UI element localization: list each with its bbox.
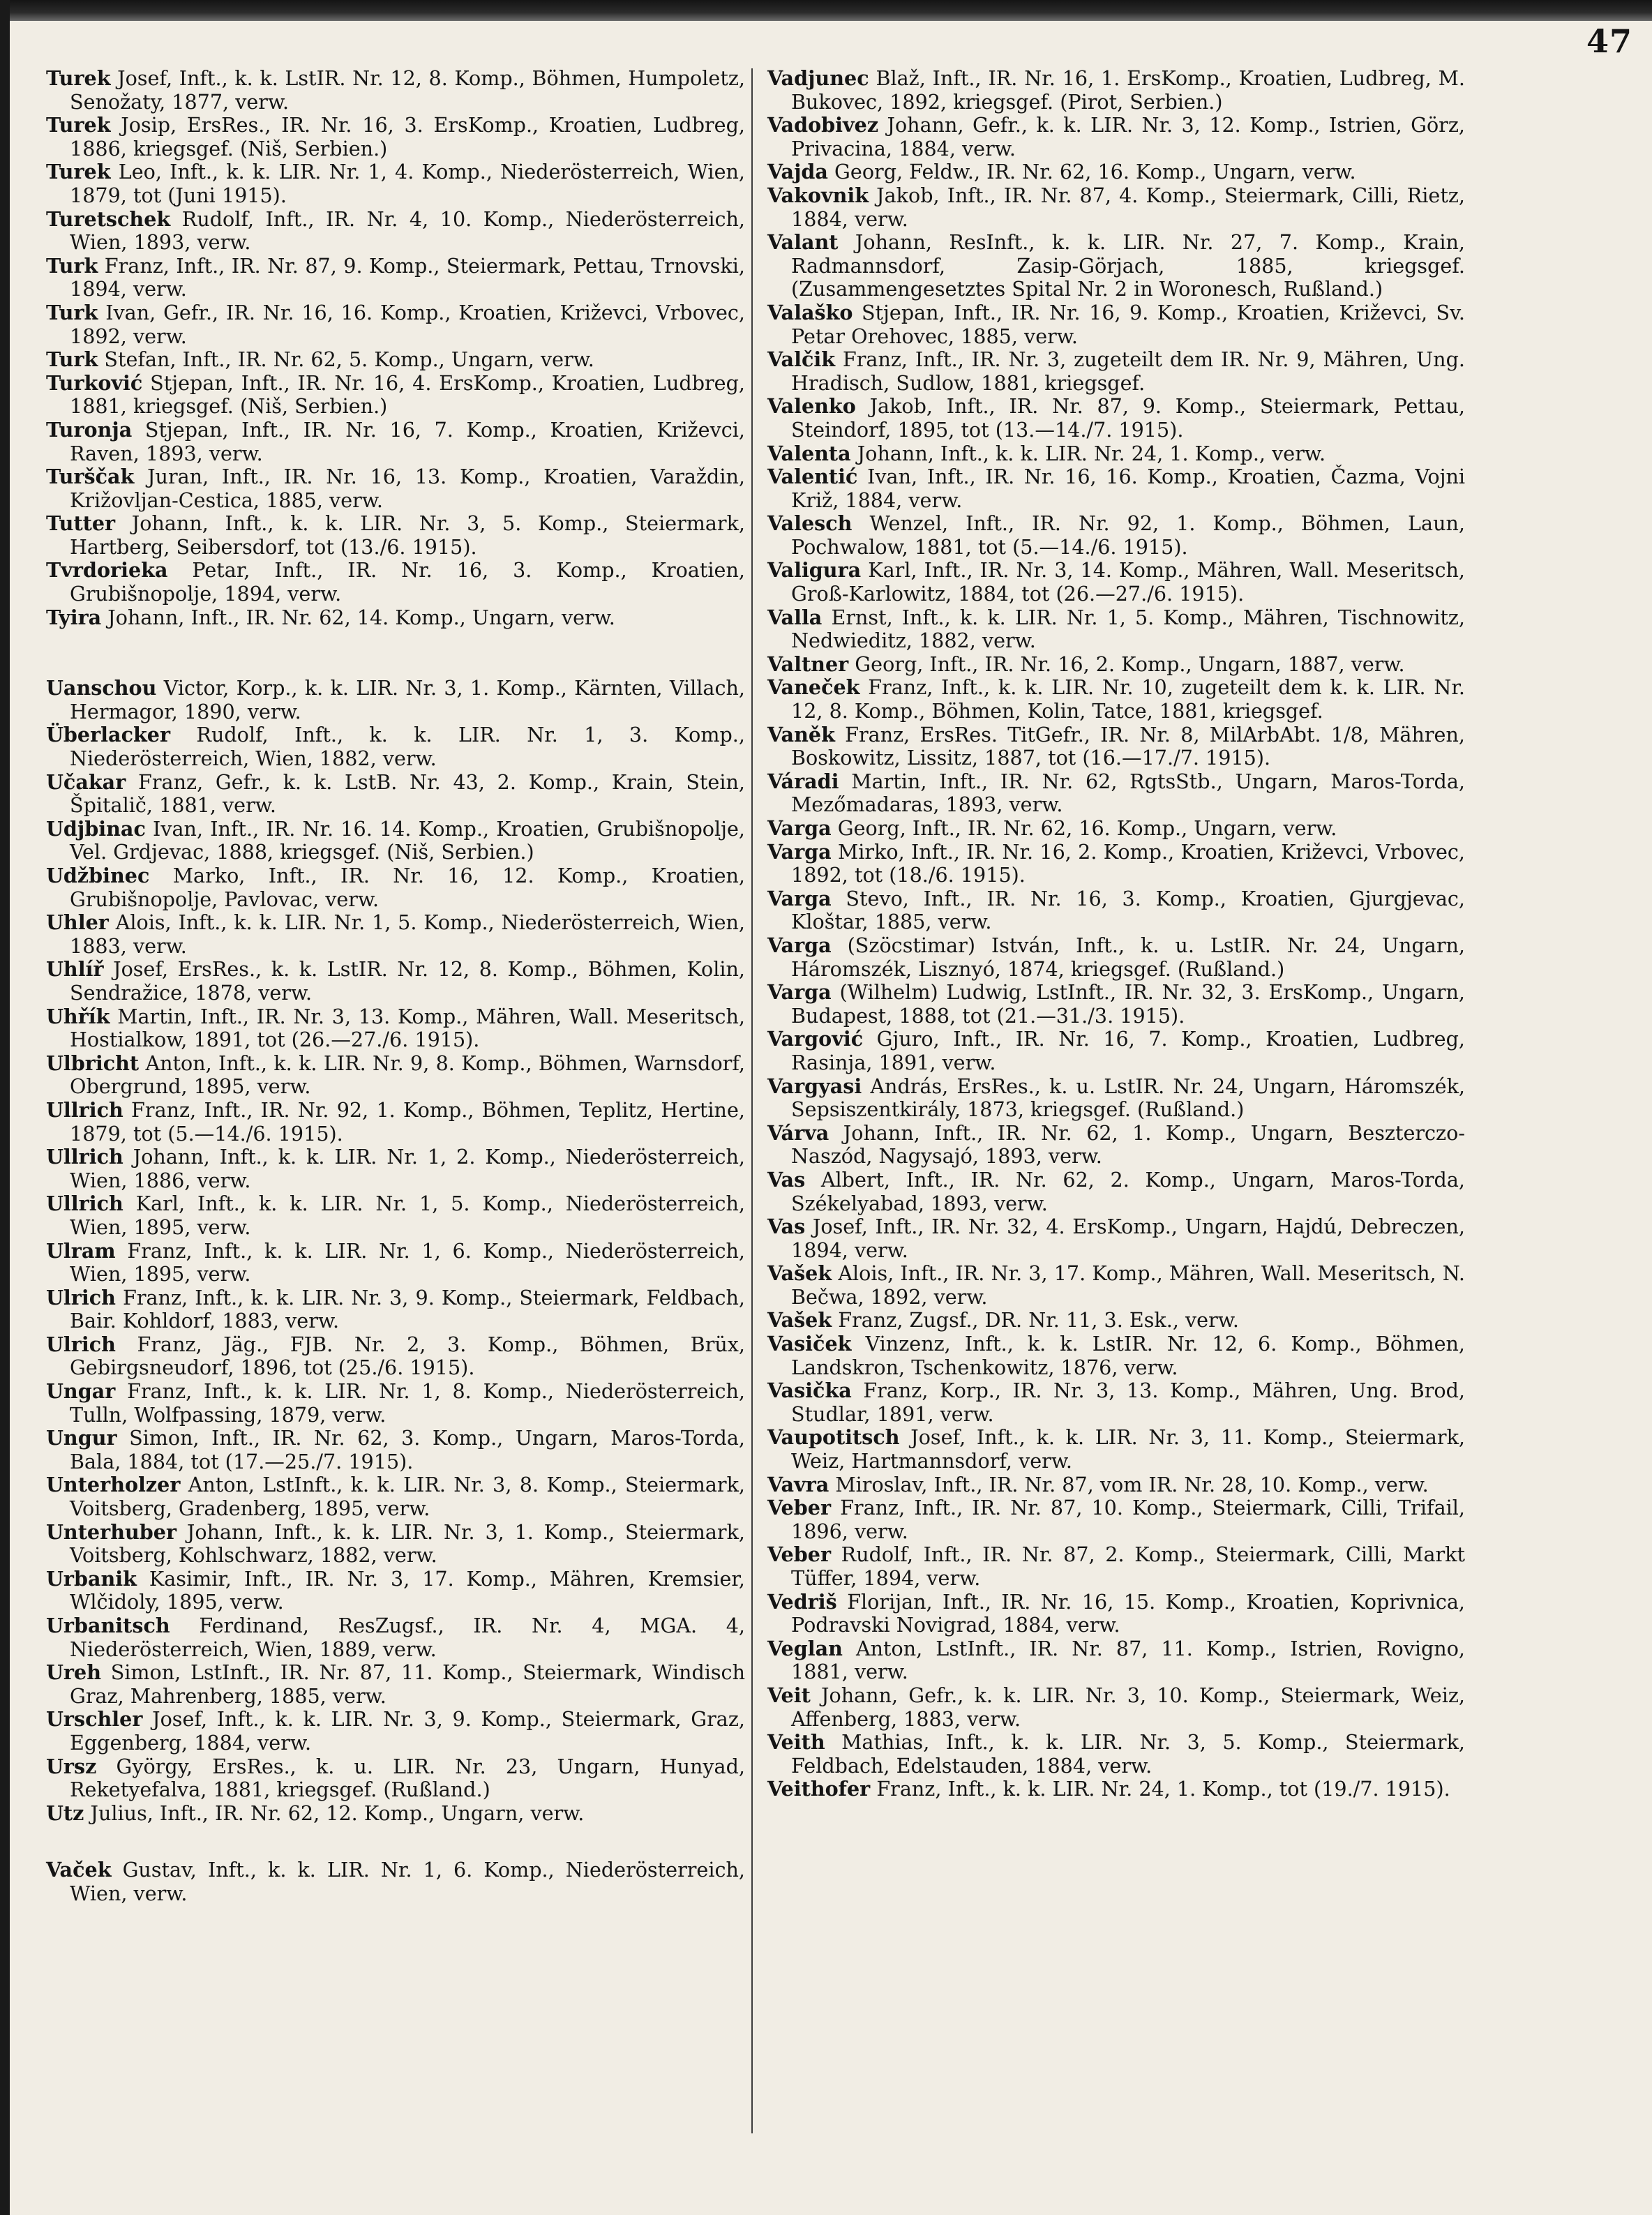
register-entry [46, 1859, 745, 1905]
entry-surname: Vaneček [767, 675, 860, 700]
entry-details: Gjuro, Inft., IR. Nr. 16, 7. Komp., Kroatien, Ludbreg, Rasinja, 1891, verw. [791, 1027, 1465, 1074]
entry-surname: Udžbinec [46, 864, 150, 887]
entry-details: Franz, Inft., k. k. LIR. Nr. 10, zugeteilt dem k. k. LIR. Nr. 12, 8. Komp., Böhmen, Kolin, Tatce, 1881, kriegsgef. [791, 675, 1465, 723]
entry-surname: Ullrich [46, 1192, 123, 1216]
entry-details: Albert, Inft., IR. Nr. 62, 2. Komp., Ungarn, Maros-Torda, Székelyabad, 1893, verw. [791, 1167, 1465, 1215]
entry-details: Simon, LstInft., IR. Nr. 87, 11. Komp., Steiermark, Windisch Graz, Mahrenberg, 1885, verw. [70, 1660, 745, 1708]
register-entry [46, 864, 745, 911]
entry-surname: Turk [46, 300, 98, 324]
entry-details: Georg, Feldw., IR. Nr. 62, 16. Komp., Ungarn, verw. [827, 160, 1356, 184]
entry-details: Victor, Korp., k. k. LIR. Nr. 3, 1. Komp., Kärnten, Villach, Hermagor, 1890, verw. [70, 676, 745, 723]
entry-surname: Vaček [46, 1858, 112, 1882]
entry-details: Ivan, Gefr., IR. Nr. 16, 16. Komp., Kroatien, Križevci, Vrbovec, 1892, verw. [70, 300, 745, 348]
register-entry [767, 1169, 1465, 1215]
register-entry [46, 208, 745, 255]
register-entry [46, 559, 745, 606]
register-entry [46, 348, 745, 372]
entry-surname: Turek [46, 113, 111, 137]
entry-surname: Ursz [46, 1754, 97, 1778]
entry-surname: Vargyasi [767, 1074, 862, 1098]
entry-surname: Turek [46, 66, 111, 90]
register-entry [46, 1380, 745, 1427]
entry-details: Franz, Inft., IR. Nr. 87, 9. Komp., Steiermark, Pettau, Trnovski, 1894, verw. [70, 253, 745, 301]
register-entry [767, 817, 1465, 841]
scan-top-edge [0, 0, 1652, 21]
entry-details: (Wilhelm) Ludwig, LstInft., IR. Nr. 32, 3. ErsKomp., Ungarn, Budapest, 1888, tot (21.—31./3. 1915). [791, 980, 1465, 1028]
entry-surname: Varga [767, 816, 832, 840]
entry-details: Gustav, Inft., k. k. LIR. Nr. 1, 6. Komp., Niederösterreich, Wien, verw. [70, 1858, 745, 1905]
entry-surname: Vasiček [767, 1332, 852, 1356]
entry-details: Franz, Inft., IR. Nr. 87, 10. Komp., Steiermark, Cilli, Trifail, 1896, verw. [791, 1496, 1465, 1543]
entry-details: Marko, Inft., IR. Nr. 16, 12. Komp., Kroatien, Grubišnopolje, Pavlovac, verw. [70, 864, 745, 911]
register-entry [46, 1661, 745, 1708]
register-entry [767, 1262, 1465, 1309]
register-entry [767, 1473, 1465, 1497]
entry-surname: Tutter [46, 511, 116, 536]
entry-details: Franz, Korp., IR. Nr. 3, 13. Komp., Mähren, Ung. Brod, Studlar, 1891, verw. [791, 1379, 1465, 1426]
entry-surname: Vaněk [767, 722, 835, 746]
register-entry [46, 301, 745, 348]
entry-surname: Učakar [46, 769, 126, 794]
entry-surname: Vadobivez [767, 113, 879, 137]
register-entry [46, 372, 745, 419]
entry-surname: Valant [767, 230, 839, 255]
register-entry [46, 911, 745, 958]
left-entries-v [46, 1859, 745, 1905]
register-entry [767, 1309, 1465, 1332]
entry-surname: Urbanik [46, 1566, 137, 1591]
entry-details: Vinzenz, Inft., k. k. LstIR. Nr. 12, 6. Komp., Böhmen, Landskron, Tschenkowitz, 1876, verw. [791, 1332, 1465, 1379]
entry-surname: Tvrdorieka [46, 558, 168, 583]
entry-surname: Vašek [767, 1308, 832, 1332]
entry-details: Josef, Inft., IR. Nr. 32, 4. ErsKomp., Ungarn, Hajdú, Debreczen, 1894, verw. [791, 1215, 1465, 1262]
register-entry [767, 1122, 1465, 1169]
entry-details: Johann, Gefr., k. k. LIR. Nr. 3, 12. Komp., Istrien, Görz, Privacina, 1884, verw. [791, 113, 1465, 160]
entry-details: Johann, ResInft., k. k. LIR. Nr. 27, 7. Komp., Krain, Radmannsdorf, Zasip-Görjach, 1885, kriegsgef. (Zusammengesetztes Spital Nr. 2 in Woronesch, Rußland.) [791, 230, 1465, 301]
entry-surname: Vargović [767, 1027, 864, 1051]
entry-surname: Valla [767, 605, 823, 629]
register-entry [46, 1473, 745, 1520]
register-entry [767, 1731, 1465, 1778]
entry-details: Franz, Inft., IR. Nr. 92, 1. Komp., Böhmen, Teplitz, Hertine, 1879, tot (5.—14./6. 1915). [70, 1097, 745, 1146]
entry-details: Johann, Inft., k. k. LIR. Nr. 1, 2. Komp., Niederösterreich, Wien, 1886, verw. [70, 1145, 745, 1192]
entry-details: Franz, Inft., k. k. LIR. Nr. 1, 6. Komp., Niederösterreich, Wien, 1895, verw. [70, 1238, 745, 1286]
entry-details: Josef, Inft., k. k. LstIR. Nr. 12, 8. Komp., Böhmen, Humpoletz, Senožaty, 1877, verw. [70, 66, 745, 114]
right-entries [767, 67, 1465, 1801]
register-entry [46, 958, 745, 1005]
entry-surname: Vasička [767, 1379, 852, 1403]
entry-details: Johann, Inft., IR. Nr. 62, 1. Komp., Ungarn, Beszterczo-Naszód, Nagysajó, 1893, verw. [791, 1120, 1465, 1169]
entry-surname: Turk [46, 347, 98, 372]
register-entry [767, 1075, 1465, 1122]
entry-surname: Turković [46, 370, 143, 395]
entry-surname: Ullrich [46, 1097, 123, 1122]
entry-details: Johann, Inft., k. k. LIR. Nr. 24, 1. Komp., verw. [850, 441, 1326, 465]
entry-surname: Veber [767, 1496, 832, 1520]
register-entry [767, 676, 1465, 723]
section-gap [46, 1825, 745, 1859]
entry-surname: Vas [767, 1215, 806, 1239]
entry-details: Johann, Inft., IR. Nr. 62, 14. Komp., Ungarn, verw. [101, 605, 615, 629]
register-entry [46, 1521, 745, 1568]
left-entries-t [46, 67, 745, 629]
entry-details: Rudolf, Inft., IR. Nr. 87, 2. Komp., Steiermark, Cilli, Markt Tüffer, 1894, verw. [791, 1542, 1465, 1590]
entry-surname: Utz [46, 1801, 84, 1825]
entry-details: Franz, Jäg., FJB. Nr. 2, 3. Komp., Böhmen, Brüx, Gebirgsneudorf, 1896, tot (25./6. 1915). [70, 1332, 745, 1380]
entry-surname: Várva [767, 1120, 829, 1145]
register-entry [767, 723, 1465, 770]
entry-details: Karl, Inft., k. k. LIR. Nr. 1, 5. Komp., Niederösterreich, Wien, 1895, verw. [70, 1192, 745, 1239]
entry-details: Franz, Inft., IR. Nr. 3, zugeteilt dem IR. Nr. 9, Mähren, Ung. Hradisch, Sudlow, 1881, kriegsgef. [791, 347, 1465, 395]
entry-surname: Veglan [767, 1636, 843, 1660]
scan-left-edge [0, 0, 10, 2215]
entry-details: Julius, Inft., IR. Nr. 62, 12. Komp., Ungarn, verw. [84, 1801, 585, 1825]
section-gap [46, 629, 745, 677]
entry-surname: Veber [767, 1542, 832, 1567]
entry-surname: Varga [767, 886, 832, 910]
entry-surname: Ulbricht [46, 1051, 140, 1075]
register-entry [767, 348, 1465, 395]
entry-surname: Turščak [46, 465, 135, 489]
entry-details: Anton, Inft., k. k. LIR. Nr. 9, 8. Komp., Böhmen, Warnsdorf, Obergrund, 1895, verw. [70, 1051, 745, 1099]
entry-details: (Szöcstimar) István, Inft., k. u. LstIR. Nr. 24, Ungarn, Háromszék, Lisznyó, 1874, kriegsgef. (Rußland.) [791, 933, 1465, 981]
entry-details: Johann, Gefr., k. k. LIR. Nr. 3, 10. Komp., Steiermark, Weiz, Affenberg, 1883, verw. [791, 1683, 1465, 1731]
register-entry [46, 1240, 745, 1286]
entry-details: Miroslav, Inft., IR. Nr. 87, vom IR. Nr. 28, 10. Komp., verw. [829, 1472, 1429, 1496]
right-column [767, 67, 1465, 1801]
entry-details: Rudolf, Inft., k. k. LIR. Nr. 1, 3. Komp., Niederösterreich, Wien, 1882, verw. [70, 723, 745, 771]
entry-surname: Ulrich [46, 1285, 116, 1309]
register-entry [767, 1426, 1465, 1473]
entry-surname: Ungar [46, 1379, 116, 1404]
register-entry [767, 395, 1465, 442]
entry-surname: Vajda [767, 160, 828, 184]
register-entry [767, 184, 1465, 231]
entry-details: Franz, Inft., k. k. LIR. Nr. 24, 1. Komp., tot (19./7. 1915). [870, 1777, 1450, 1801]
register-entry [46, 419, 745, 465]
register-entry [46, 818, 745, 864]
entry-details: Mathias, Inft., k. k. LIR. Nr. 3, 5. Komp., Steiermark, Feldbach, Edelstauden, 1884, verw. [791, 1730, 1465, 1778]
entry-surname: Vedriš [767, 1589, 837, 1614]
register-entry [46, 723, 745, 770]
entry-surname: Ungur [46, 1426, 117, 1450]
entry-details: Juran, Inft., IR. Nr. 16, 13. Komp., Kroatien, Varaždin, Križovljan-Cestica, 1885, verw. [70, 465, 745, 512]
register-entry [46, 1614, 745, 1661]
entry-details: Franz, Gefr., k. k. LstB. Nr. 43, 2. Komp., Krain, Stein, Špitalič, 1881, verw. [70, 769, 745, 818]
entry-surname: Unterholzer [46, 1473, 181, 1497]
entry-surname: Vavra [767, 1472, 829, 1496]
entry-details: Wenzel, Inft., IR. Nr. 92, 1. Komp., Böhmen, Laun, Pochwalow, 1881, tot (5.—14./6. 1915). [791, 511, 1465, 559]
entry-details: Ivan, Inft., IR. Nr. 16, 16. Komp., Kroatien, Čazma, Vojni Križ, 1884, verw. [791, 465, 1465, 512]
register-entry [767, 1684, 1465, 1731]
entry-surname: Vakovnik [767, 183, 869, 207]
register-entry [46, 677, 745, 723]
entry-details: Franz, Zugsf., DR. Nr. 11, 3. Esk., verw. [832, 1308, 1239, 1332]
entry-surname: Valčik [767, 347, 836, 372]
left-column [46, 67, 745, 1906]
entry-surname: Ulrich [46, 1332, 116, 1356]
register-entry [767, 559, 1465, 606]
entry-details: Anton, LstInft., IR. Nr. 87, 11. Komp., Istrien, Rovigno, 1881, verw. [791, 1636, 1465, 1684]
entry-details: Jakob, Inft., IR. Nr. 87, 4. Komp., Steiermark, Cilli, Rietz, 1884, verw. [791, 183, 1465, 231]
register-entry [767, 1379, 1465, 1426]
register-entry [46, 1099, 745, 1146]
register-entry [767, 1591, 1465, 1637]
entry-surname: Valaško [767, 300, 853, 324]
entry-details: Franz, ErsRes. TitGefr., IR. Nr. 8, MilArbAbt. 1/8, Mähren, Boskowitz, Lissitz, 1887, tot (16.—17./7. 1915). [791, 722, 1465, 770]
register-entry [767, 231, 1465, 301]
entry-details: Alois, Inft., IR. Nr. 3, 17. Komp., Mähren, Wall. Meseritsch, N. Bečwa, 1892, verw. [791, 1261, 1465, 1309]
register-entry [46, 1333, 745, 1380]
register-entry [46, 1708, 745, 1755]
entry-details: Florijan, Inft., IR. Nr. 16, 15. Komp., Kroatien, Koprivnica, Podravski Novigrad, 1884, verw. [791, 1589, 1465, 1637]
entry-details: Blaž, Inft., IR. Nr. 16, 1. ErsKomp., Kroatien, Ludbreg, M. Bukovec, 1892, kriegsgef. (Pirot, Serbien.) [791, 66, 1465, 114]
entry-details: Stjepan, Inft., IR. Nr. 16, 7. Komp., Kroatien, Križevci, Raven, 1893, verw. [70, 417, 745, 465]
entry-surname: Uhřík [46, 1004, 110, 1028]
entry-surname: Überlacker [46, 723, 171, 747]
entry-details: Georg, Inft., IR. Nr. 16, 2. Komp., Ungarn, 1887, verw. [848, 652, 1405, 676]
entry-details: Ferdinand, ResZugsf., IR. Nr. 4, MGA. 4, Niederösterreich, Wien, 1889, verw. [70, 1614, 745, 1661]
register-entry [767, 606, 1465, 653]
entry-surname: Valtner [767, 652, 849, 676]
register-entry [767, 841, 1465, 887]
entry-surname: Vaupotitsch [767, 1425, 900, 1450]
entry-details: Stevo, Inft., IR. Nr. 16, 3. Komp., Kroatien, Gjurgjevac, Kloštar, 1885, verw. [791, 886, 1465, 934]
entry-details: Petar, Inft., IR. Nr. 16, 3. Komp., Kroatien, Grubišnopolje, 1894, verw. [70, 558, 745, 606]
register-entry [767, 1028, 1465, 1074]
entry-details: Kasimir, Inft., IR. Nr. 3, 17. Komp., Mähren, Kremsier, Wlčidoly, 1895, verw. [70, 1566, 745, 1614]
entry-surname: Vas [767, 1167, 806, 1192]
entry-surname: Veit [767, 1683, 811, 1707]
entry-details: Josef, ErsRes., k. k. LstIR. Nr. 12, 8. Komp., Böhmen, Kolin, Sendražice, 1878, verw. [70, 957, 745, 1005]
entry-surname: Uanschou [46, 676, 157, 700]
entry-surname: Ullrich [46, 1145, 123, 1169]
entry-surname: Veithofer [767, 1777, 871, 1801]
entry-details: Franz, Inft., k. k. LIR. Nr. 1, 8. Komp., Niederösterreich, Tulln, Wolfpassing, 1879, verw. [70, 1379, 745, 1427]
register-entry [46, 771, 745, 818]
entry-surname: Valenko [767, 394, 856, 419]
register-entry [46, 1005, 745, 1052]
register-entry [767, 160, 1465, 184]
register-entry [46, 1192, 745, 1239]
register-entry [767, 301, 1465, 348]
entry-details: Leo, Inft., k. k. LIR. Nr. 1, 4. Komp., Niederösterreich, Wien, 1879, tot (Juni 1915). [70, 160, 745, 207]
entry-details: Simon, Inft., IR. Nr. 62, 3. Komp., Ungarn, Maros-Torda, Bala, 1884, tot (17.—25./7. 1915). [70, 1426, 745, 1473]
entry-surname: Uhlíř [46, 957, 104, 982]
entry-surname: Varga [767, 980, 832, 1005]
entry-surname: Vašek [767, 1261, 832, 1286]
register-entry [46, 1286, 745, 1333]
page-number: 47 [1586, 22, 1632, 60]
register-entry [46, 160, 745, 207]
entry-surname: Varga [767, 933, 832, 957]
entry-details: András, ErsRes., k. u. LstIR. Nr. 24, Ungarn, Háromszék, Sepsiszentkirály, 1873, kriegsgef. (Rußland.) [791, 1074, 1465, 1122]
register-entry [46, 1802, 745, 1826]
entry-surname: Váradi [767, 769, 839, 793]
register-entry [46, 1427, 745, 1473]
entry-surname: Valigura [767, 558, 862, 583]
entry-surname: Ureh [46, 1660, 101, 1685]
entry-surname: Valesch [767, 511, 853, 536]
entry-details: Martin, Inft., IR. Nr. 3, 13. Komp., Mähren, Wall. Meseritsch, Hostialkow, 1891, tot (26.—27./6. 1915). [70, 1004, 745, 1052]
register-entry [767, 67, 1465, 114]
entry-details: Ivan, Inft., IR. Nr. 16. 14. Komp., Kroatien, Grubišnopolje, Vel. Grdjevac, 1888, kriegsgef. (Niš, Serbien.) [70, 816, 745, 864]
entry-details: Ernst, Inft., k. k. LIR. Nr. 1, 5. Komp., Mähren, Tischnowitz, Nedwieditz, 1882, verw. [791, 605, 1465, 653]
entry-details: Stjepan, Inft., IR. Nr. 16, 4. ErsKomp., Kroatien, Ludbreg, 1881, kriegsgef. (Niš, Serbien.) [70, 370, 745, 419]
entry-surname: Udjbinac [46, 816, 146, 841]
entry-surname: Veith [767, 1730, 825, 1755]
entry-details: Johann, Inft., k. k. LIR. Nr. 3, 5. Komp., Steiermark, Hartberg, Seibersdorf, tot (13./6. 1915). [70, 511, 745, 559]
register-entry [46, 67, 745, 114]
entry-surname: Valentić [767, 465, 858, 489]
entry-surname: Varga [767, 839, 832, 864]
entry-surname: Uhler [46, 910, 109, 935]
register-entry [46, 606, 745, 630]
register-entry [46, 1755, 745, 1802]
entry-details: Karl, Inft., IR. Nr. 3, 14. Komp., Mähren, Wall. Meseritsch, Groß-Karlowitz, 1884, tot (26.—27./6. 1915). [791, 558, 1465, 606]
register-entry [767, 981, 1465, 1028]
entry-surname: Turonja [46, 417, 133, 442]
register-entry [46, 255, 745, 301]
register-entry [46, 1146, 745, 1192]
register-entry [767, 770, 1465, 817]
entry-surname: Tyira [46, 605, 102, 629]
register-entry [767, 1543, 1465, 1590]
entry-details: Stjepan, Inft., IR. Nr. 16, 9. Komp., Kroatien, Križevci, Sv. Petar Orehovec, 1885, verw. [791, 300, 1465, 348]
register-entry [46, 512, 745, 559]
entry-details: Martin, Inft., IR. Nr. 62, RgtsStb., Ungarn, Maros-Torda, Mezőmadaras, 1893, verw. [791, 769, 1465, 817]
entry-details: Josef, Inft., k. k. LIR. Nr. 3, 9. Komp., Steiermark, Graz, Eggenberg, 1884, verw. [70, 1707, 745, 1755]
entry-details: Franz, Inft., k. k. LIR. Nr. 3, 9. Komp., Steiermark, Feldbach, Bair. Kohldorf, 1883, verw. [70, 1285, 745, 1333]
register-entry [767, 887, 1465, 934]
register-entry [767, 512, 1465, 559]
register-entry [767, 934, 1465, 981]
entry-details: Anton, LstInft., k. k. LIR. Nr. 3, 8. Komp., Steiermark, Voitsberg, Gradenberg, 1895, verw. [70, 1473, 745, 1521]
register-entry [767, 1215, 1465, 1262]
register-entry [767, 1332, 1465, 1379]
entry-details: Mirko, Inft., IR. Nr. 16, 2. Komp., Kroatien, Križevci, Vrbovec, 1892, tot (18./6. 1915). [791, 839, 1465, 887]
register-entry [767, 1637, 1465, 1684]
entry-details: Jakob, Inft., IR. Nr. 87, 9. Komp., Steiermark, Pettau, Steindorf, 1895, tot (13.—14./7. 1915). [791, 394, 1465, 442]
entry-details: Josip, ErsRes., IR. Nr. 16, 3. ErsKomp., Kroatien, Ludbreg, 1886, kriegsgef. (Niš, Serbien.) [70, 113, 745, 160]
column-divider [751, 68, 753, 2133]
entry-surname: Turk [46, 253, 98, 278]
register-entry [767, 1778, 1465, 1801]
entry-surname: Valenta [767, 441, 851, 465]
entry-surname: Urbanitsch [46, 1614, 170, 1637]
register-entry [46, 1568, 745, 1614]
register-entry [767, 653, 1465, 677]
entry-details: György, ErsRes., k. u. LIR. Nr. 23, Ungarn, Hunyad, Reketyefalva, 1881, kriegsgef. (Rußland.) [70, 1754, 745, 1802]
entry-surname: Unterhuber [46, 1519, 177, 1544]
register-entry [46, 114, 745, 160]
register-entry [767, 465, 1465, 512]
entry-surname: Turek [46, 160, 111, 184]
entry-surname: Vadjunec [767, 66, 869, 90]
entry-surname: Ulram [46, 1238, 116, 1263]
register-entry [46, 465, 745, 512]
register-entry [767, 442, 1465, 466]
entry-details: Josef, Inft., k. k. LIR. Nr. 3, 11. Komp., Steiermark, Weiz, Hartmannsdorf, verw. [791, 1425, 1465, 1473]
entry-details: Alois, Inft., k. k. LIR. Nr. 1, 5. Komp., Niederösterreich, Wien, 1883, verw. [70, 910, 745, 958]
register-entry [46, 1052, 745, 1099]
register-entry [767, 1496, 1465, 1543]
entry-surname: Turetschek [46, 207, 171, 231]
left-entries-u [46, 677, 745, 1825]
entry-details: Johann, Inft., k. k. LIR. Nr. 3, 1. Komp., Steiermark, Voitsberg, Kohlschwarz, 1882, verw. [70, 1519, 745, 1568]
entry-details: Stefan, Inft., IR. Nr. 62, 5. Komp., Ungarn, verw. [98, 347, 594, 372]
entry-details: Georg, Inft., IR. Nr. 62, 16. Komp., Ungarn, verw. [831, 816, 1337, 840]
entry-surname: Urschler [46, 1707, 143, 1732]
entry-details: Rudolf, Inft., IR. Nr. 4, 10. Komp., Niederösterreich, Wien, 1893, verw. [70, 207, 745, 255]
register-entry [767, 114, 1465, 160]
